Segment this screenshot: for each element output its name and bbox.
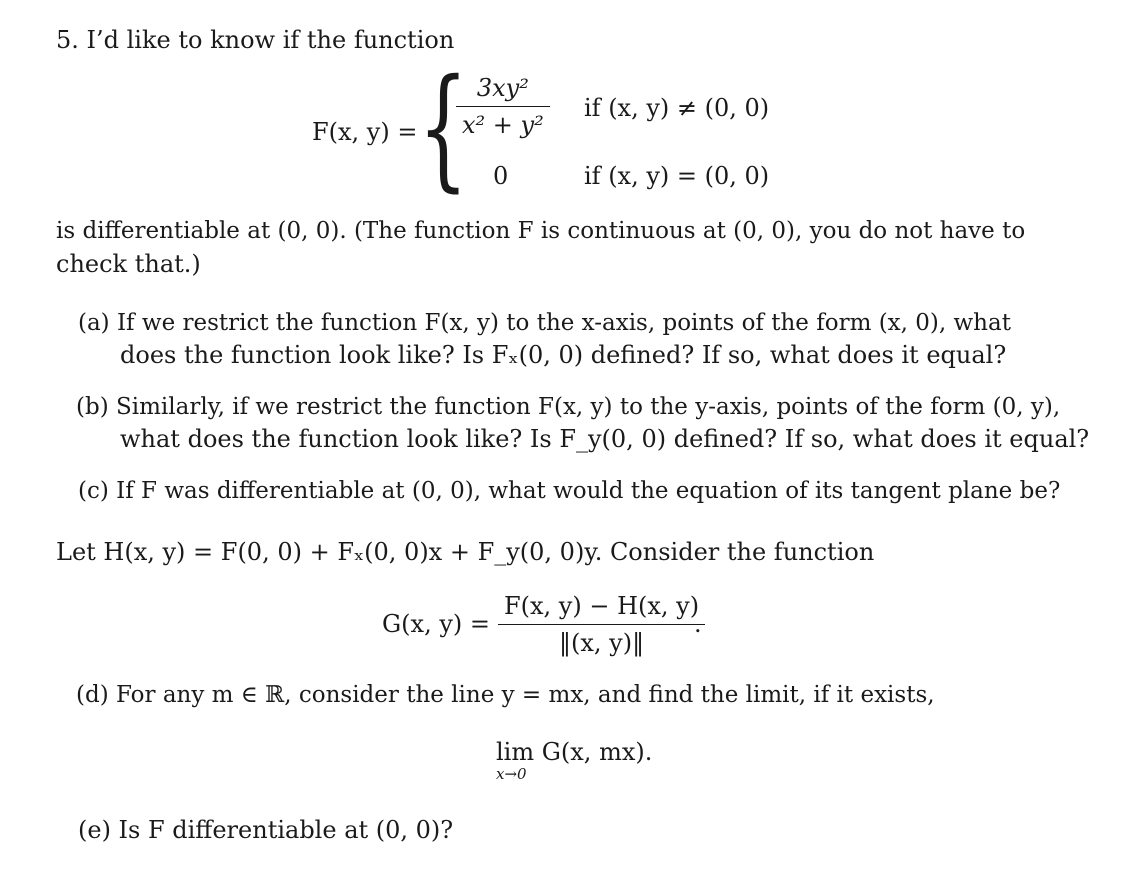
left-brace: { bbox=[418, 51, 469, 205]
case1-numerator: 3xy² bbox=[456, 74, 550, 107]
g-lhs: G(x, y) = bbox=[382, 610, 490, 638]
part-e-line-1: (e) Is F differentiable at (0, 0)? bbox=[78, 816, 454, 844]
problem-heading: 5. I’d like to know if the function bbox=[56, 26, 455, 54]
part-b-line-1: (b) Similarly, if we restrict the function F(x, y) to the y-axis, points of the form (0, y), bbox=[76, 394, 1061, 420]
limit-expression: lim G(x, mx). bbox=[496, 738, 653, 766]
case2-condition: if (x, y) = (0, 0) bbox=[584, 162, 770, 190]
part-b-line-2: what does the function look like? Is F_y(0, 0) defined? If so, what does it equal? bbox=[120, 425, 1090, 453]
case1-denominator: x² + y² bbox=[462, 111, 544, 139]
part-c-line-1: (c) If F was differentiable at (0, 0), what would the equation of its tangent plane be? bbox=[78, 478, 1061, 504]
part-d-line-1: (d) For any m ∈ ℝ, consider the line y = mx, and find the limit, if it exists, bbox=[76, 682, 935, 708]
case1-condition: if (x, y) ≠ (0, 0) bbox=[584, 94, 770, 122]
intro-line-1: is differentiable at (0, 0). (The function F is continuous at (0, 0), you do not have to bbox=[56, 218, 1026, 244]
part-a-line-1: (a) If we restrict the function F(x, y) to the x-axis, points of the form (x, 0), what bbox=[78, 310, 1011, 336]
case2-value: 0 bbox=[493, 162, 509, 190]
piecewise-lhs: F(x, y) = bbox=[312, 118, 418, 146]
case1-fraction bbox=[456, 74, 550, 139]
g-numerator: F(x, y) − H(x, y) bbox=[498, 592, 705, 625]
let-h-line: Let H(x, y) = F(0, 0) + Fₓ(0, 0)x + F_y(0, 0)y. Consider the function bbox=[56, 538, 875, 566]
intro-line-2: check that.) bbox=[56, 250, 201, 278]
g-fraction bbox=[498, 592, 705, 657]
limit-subscript: x→0 bbox=[496, 765, 527, 783]
part-a-line-2: does the function look like? Is Fₓ(0, 0) defined? If so, what does it equal? bbox=[120, 341, 1007, 369]
g-denominator: ‖(x, y)‖ bbox=[559, 629, 645, 657]
g-period: . bbox=[694, 610, 702, 638]
